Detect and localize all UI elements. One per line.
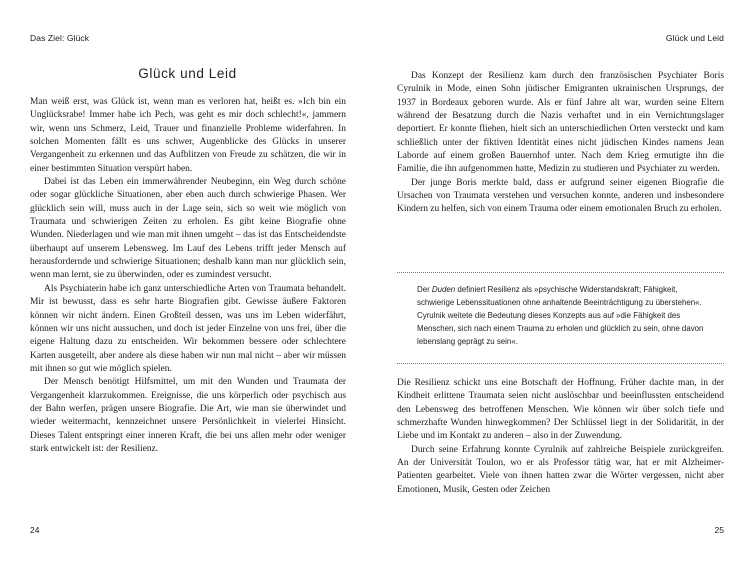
left-paragraph-3: Als Psychiaterin habe ich ganz unterschiedliche Arten von Traumata behandelt. Mir ist bewusst, dass es sehr harte Biografien gibt. Gewisse äußere Faktoren können wir nicht ändern. Einen Großteil dessen, was uns im Leben widerfährt, können wir uns nicht aussuchen, und doch ist jeder Einzelne von uns frei, über die eigene Haltung dazu zu entscheiden. Wir bekommen bessere oder schlechtere Karten ausgeteilt, aber andere als diese haben wir nun mal nicht – aber wir müssen mit ihnen so gut wie möglich spielen. xyxy=(30,283,346,374)
right-running-head: Glück und Leid xyxy=(665,33,724,43)
right-paragraph-1: Das Konzept der Resilienz kam durch den französischen Psychiater Boris Cyrulnik in Mode, einen Sohn jüdischer Emigranten ukrainischen Ursprungs, der 1937 in Bordeaux geboren wurde. Als er fünf Jahre alt war, wurden seine Eltern während der Besatzung durch die Nazis verhaftet und in ein Vernichtungslager deportiert. Er konnte fliehen, hielt sich an unterschiedlichen Orten versteckt und kam schließlich unter der fiktiven Identität eines nicht jüdischen Kindes namens Jean Laborde auf einem großen Bauernhof unter. Nach dem Krieg ermutigte ihn die Familie, die ihn aufgenommen hatte, Medizin zu studieren und Psychiater zu werden. xyxy=(397,71,724,175)
right-paragraph-3: Die Resilienz schickt uns eine Botschaft der Hoffnung. Früher dachte man, in der Kindheit erlittene Traumata seien nicht auslöschbar und beeinflussten entscheidend den Lebensweg des betroffenen Menschen. Wie können wir über solch tiefe und schmerzhafte Wunden hinwegkommen? Der Schlüssel liegt in der Solidarität, in der Liebe und im Kontakt zu anderen – also in der Zuwendung. xyxy=(397,378,724,442)
right-page-number: 25 xyxy=(714,525,724,535)
box-top-dotted-rule xyxy=(397,272,724,273)
left-page-number: 24 xyxy=(30,525,40,535)
left-running-head: Das Ziel: Glück xyxy=(30,33,90,43)
left-paragraph-1: Man weiß erst, was Glück ist, wenn man es verloren hat, heißt es. »Ich bin ein Unglücksrabe! Immer habe ich Pech, was geht es mir doch schlecht!«, jammern wir, wenn uns Schmerz, Leid, Trauer und finanzielle Probleme widerfahren. In solchen Momenten fällt es uns schwer, Augenblicke des Glücks in unserer Vergangenheit zu erkennen und das Aufblitzen von Freude zu schätzen, die wir in einer bestimmten Situation verspürt haben. xyxy=(30,97,346,174)
left-paragraph-4: Der Mensch benötigt Hilfsmittel, um mit den Wunden und Traumata der Vergangenheit klarzukommen. Ereignisse, die uns körperlich oder psychisch aus der Bahn werfen, prägen unsere Biografie. Die Art, wie man sie überwindet und wieder weitermacht, kennzeichnet unsere Persönlichkeit in vielerlei Hinsicht. Dieses Talent entspringt einer inneren Kraft, die bei uns allen mehr oder weniger stark entwickelt ist: der Resilienz. xyxy=(30,377,346,454)
definition-body: definiert Resilienz als »psychische Widerstandskraft; Fähigkeit, schwierige Lebenssituationen ohne anhaltende Beeinträchtigung zu überstehen«. Cyrulnik weitete die Bedeutung dieses Konzepts aus auf »die Fähigkeit des Menschen, sich nach einem Trauma zu erholen und glücklich zu sein, ohne davon lebenslang geprägt zu sein«. xyxy=(417,285,704,347)
left-body-text xyxy=(30,96,346,456)
left-paragraph-2: Dabei ist das Leben ein immerwährender Neubeginn, ein Weg durch schöne oder sogar glückliche Situationen, aber eben auch durch schwierige Phasen. Wer glücklich sein will, muss auch in der Lage sein, sich so weit wie möglich von Traumata und schwierigen Zeiten zu erholen. Es gibt keine Biografie ohne Wunden. Niederlagen und wie man mit ihnen umgeht – das ist das Entscheidendste überhaupt auf unserem Lebensweg. Im Lauf des Lebens trifft jeder Mensch auf herausfordernde und schwierige Situationen; deshalb kann man nur glücklich sein, wenn man lernt, sie zu überwinden, oder es zumindest versucht. xyxy=(30,177,346,281)
right-body-text-top xyxy=(397,70,724,217)
definition-text xyxy=(417,283,707,348)
chapter-title: Glück und Leid xyxy=(138,66,237,81)
right-paragraph-4: Durch seine Erfahrung konnte Cyrulnik auf zahlreiche Beispiele zurückgreifen. An der Universität Toulon, wo er als Professor tätig war, hat er mit Alzheimer-Patienten gearbeitet. Viele von ihnen hatten zwar die Wörter vergessen, nicht aber Emotionen, Musik, Gesten oder Zeichen xyxy=(397,444,724,495)
right-paragraph-2: Der junge Boris merkte bald, dass er aufgrund seiner eigenen Biografie die Ursachen von Traumata verstehen und versuchen konnte, anderen und insbesondere Kindern zu helfen, sich von einem Trauma oder einem emotionalen Bruch zu erholen. xyxy=(397,177,724,215)
definition-box xyxy=(417,283,707,348)
right-page xyxy=(375,0,750,570)
box-bottom-dotted-rule xyxy=(397,363,724,364)
duden-italic: Duden xyxy=(431,285,456,294)
definition-prefix: Der xyxy=(417,285,432,294)
right-body-text-bottom xyxy=(397,377,724,497)
